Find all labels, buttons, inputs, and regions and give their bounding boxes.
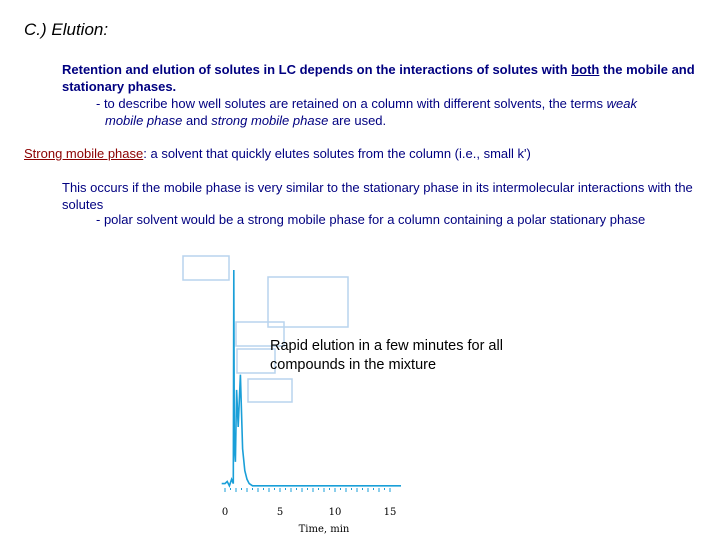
and-text: and bbox=[182, 113, 212, 128]
x-tick-label: 10 bbox=[328, 507, 342, 518]
strong-mobile-phase-term: strong mobile phase bbox=[211, 113, 329, 128]
slide-title: C.) Elution: bbox=[24, 20, 109, 39]
polar-solvent-bullet: - polar solvent would be a strong mobile phase for a column containing a polar stationary phase bbox=[96, 212, 646, 227]
frame-box bbox=[248, 379, 292, 402]
x-tick-label: 5 bbox=[276, 507, 284, 518]
chromatogram-trace bbox=[222, 270, 401, 486]
frame-box bbox=[183, 256, 229, 280]
weak-term: weak bbox=[606, 96, 637, 111]
mobile-phase-term: mobile phase bbox=[105, 113, 183, 128]
x-tick-label: 15 bbox=[383, 507, 397, 518]
similarity-paragraph: This occurs if the mobile phase is very similar to the stationary phase in its intermolecular interactions with the solutes bbox=[62, 180, 693, 212]
retention-text-b: the mobile and stationary phases. bbox=[62, 62, 695, 94]
x-axis bbox=[222, 488, 397, 518]
weak-strong-text: - to describe how well solutes are retained on a column with different solvents, the terms bbox=[96, 96, 607, 111]
chart-caption: Rapid elution in a few minutes for all compounds in the mixture bbox=[270, 338, 503, 373]
definition-term: Strong mobile phase bbox=[24, 146, 144, 161]
x-tick-label: 0 bbox=[221, 507, 229, 518]
both-emphasis: both bbox=[571, 62, 600, 77]
x-axis-label: Time, min bbox=[298, 524, 350, 535]
chart-frame-boxes bbox=[183, 256, 348, 402]
definition-text: : a solvent that quickly elutes solutes from the column (i.e., small k') bbox=[143, 146, 531, 161]
frame-box bbox=[268, 277, 348, 327]
retention-text-a: Retention and elution of solutes in LC depends on the interactions of solutes with bbox=[62, 62, 572, 77]
are-used-text: are used. bbox=[328, 113, 387, 128]
